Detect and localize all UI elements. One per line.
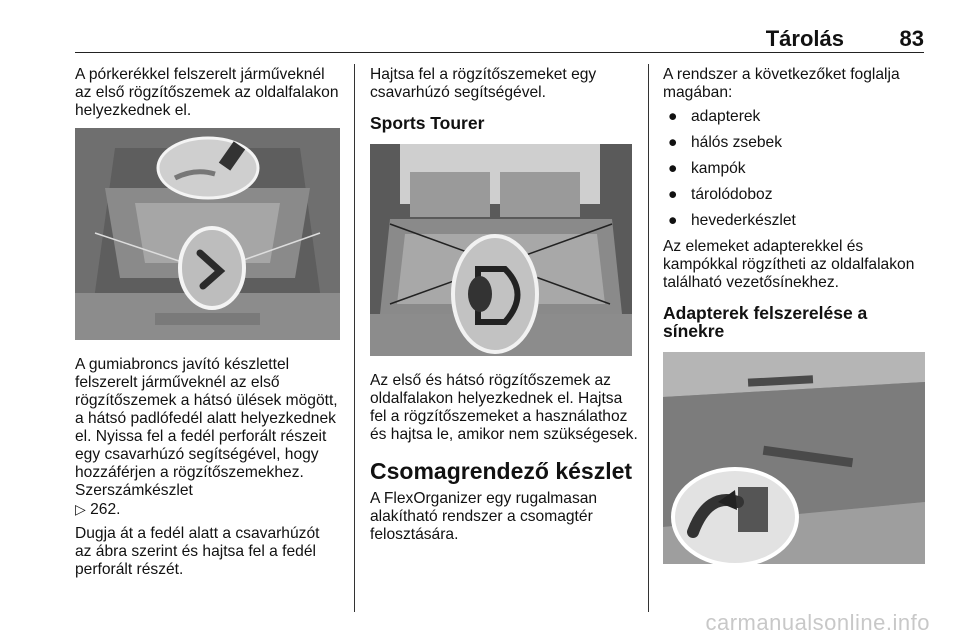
paragraph: A rendszer a következőket foglalja magában: bbox=[663, 66, 900, 101]
column-3 bbox=[663, 66, 925, 580]
paragraph: A pórkerékkel felszerelt járműveknél az első rögzítőszemek az oldalfalakon helyezkednek el. bbox=[75, 66, 339, 119]
list-item: ● kampók bbox=[668, 160, 746, 177]
bullet-icon: ● bbox=[668, 186, 678, 203]
paragraph: Az első és hátsó rögzítőszemek az oldalfalakon helyezkednek el. Hajtsa fel a rögzítőszemeket a használathoz és hajtsa le, amikor nem szükségesek. bbox=[370, 372, 638, 443]
sports-tourer-cargo-illustration bbox=[370, 144, 632, 356]
paragraph: A FlexOrganizer egy rugalmasan alakítható rendszer a csomagtér felosztására. bbox=[370, 490, 598, 543]
bullet-icon: ● bbox=[668, 108, 678, 125]
section-heading: Csomagrendező készlet bbox=[370, 458, 633, 484]
column-1 bbox=[75, 66, 340, 585]
list-item: ● hevederkészlet bbox=[668, 212, 796, 229]
list-item: ● hálós zsebek bbox=[668, 134, 783, 151]
page-reference[interactable]: 262. bbox=[90, 501, 121, 518]
watermark: carmanualsonline.info bbox=[705, 610, 930, 635]
paragraph: Dugja át a fedél alatt a csavarhúzót az ábra szerint és hajtsa fel a fedél perforált részét. bbox=[75, 525, 320, 578]
column-2 bbox=[370, 66, 640, 550]
section-title: Tárolás bbox=[765, 26, 844, 51]
bullet-icon: ● bbox=[668, 212, 678, 229]
subheading: Sports Tourer bbox=[370, 113, 485, 133]
paragraph-text: A gumiabroncs javító készlettel felszerelt járműveknél az első rögzítőszemek a hátsó ülések mögött, a hátsó padlófedél alatt helyezkednek el. Nyissa fel a fedél perforált részeit egy csavarhúzó segítségével, hogy hozzáférjen a rögzítőszemekhez. Szerszámkészlet bbox=[75, 356, 338, 499]
paragraph: Az elemeket adapterekkel és kampókkal rögzítheti az oldalfalakon található vezetősínekhez. bbox=[663, 238, 915, 291]
list-item: ● tárolódoboz bbox=[668, 186, 773, 203]
subheading: Adapterek felszerelése a sínekre bbox=[663, 303, 868, 341]
arrow-reference-icon: ▷ bbox=[75, 501, 86, 517]
paragraph: Hajtsa fel a rögzítőszemeket egy csavarhúzó segítségével. bbox=[370, 66, 597, 101]
paragraph bbox=[75, 356, 340, 519]
trunk-floor-screwdriver-illustration bbox=[75, 128, 340, 340]
list-item: ● adapterek bbox=[668, 108, 761, 125]
component-list bbox=[663, 108, 925, 230]
adapter-rail-illustration bbox=[663, 352, 925, 564]
bullet-icon: ● bbox=[668, 160, 678, 177]
page-header bbox=[75, 26, 924, 53]
page-number: 83 bbox=[899, 26, 924, 51]
bullet-icon: ● bbox=[668, 134, 678, 151]
column-divider bbox=[354, 64, 355, 612]
column-divider bbox=[648, 64, 649, 612]
